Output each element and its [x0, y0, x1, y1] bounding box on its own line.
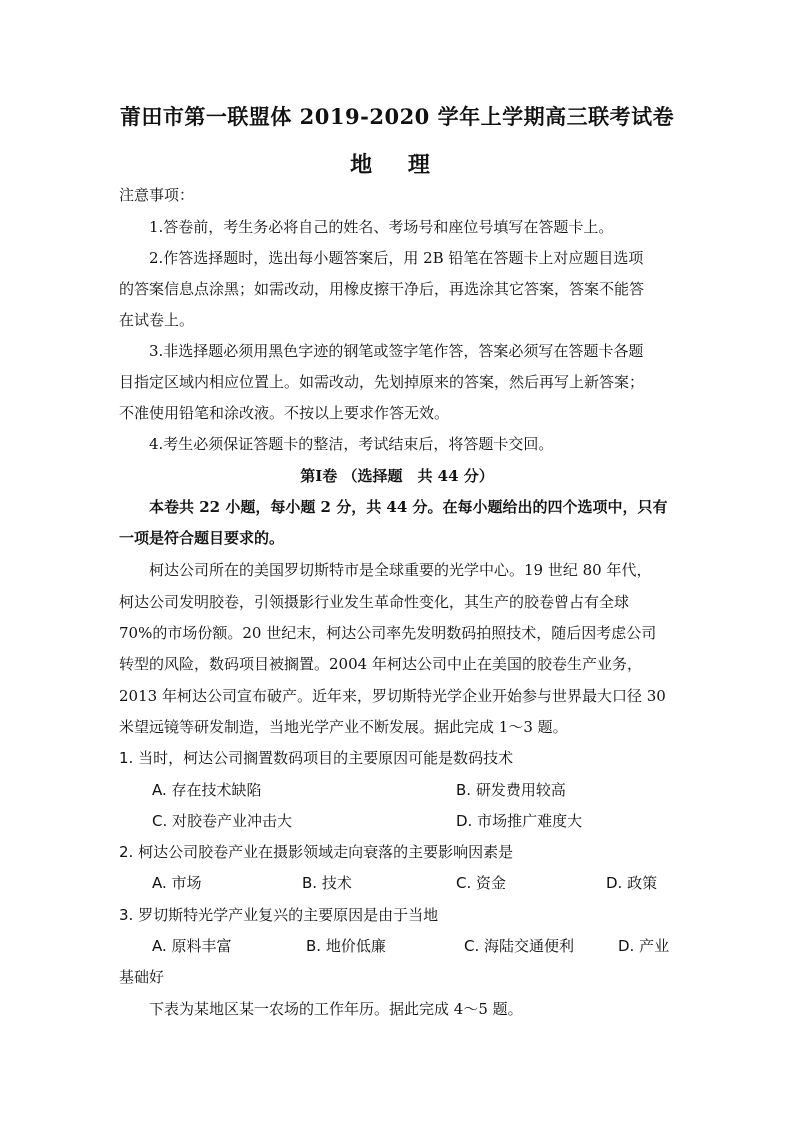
passage-line: 2013 年柯达公司宣布破产。近年来，罗切斯特光学企业开始参与世界最大口径 30: [119, 687, 666, 705]
passage-line: 70%的市场份额。20 世纪末，柯达公司率先发明数码拍照技术，随后因考虑公司: [119, 624, 657, 642]
notice-line: 2.作答选择题时，选出每小题答案后，用 2B 铅笔在答题卡上对应题目选项: [149, 249, 644, 267]
notice-line: 的答案信息点涂黑；如需改动，用橡皮擦干净后，再选涂其它答案，答案不能答: [119, 280, 645, 298]
option-d: D. 产业: [618, 937, 670, 955]
passage-line: 柯达公司发明胶卷，引领摄影行业发生革命性变化，其生产的胶卷曾占有全球: [119, 593, 630, 611]
question-stem: 1. 当时，柯达公司搁置数码项目的主要原因可能是数码技术: [119, 749, 514, 767]
notice-line: 不准使用铅笔和涂改液。不按以上要求作答无效。: [119, 404, 450, 422]
notice-line: 在试卷上。: [119, 311, 195, 329]
notice-line: 4.考生必须保证答题卡的整洁，考试结束后，将答题卡交回。: [149, 435, 554, 453]
question-stem: 3. 罗切斯特光学产业复兴的主要原因是由于当地: [119, 906, 439, 924]
notice-line: 目指定区域内相应位置上。如需改动，先划掉原来的答案，然后再写上新答案；: [119, 373, 645, 391]
option-c: C. 资金: [456, 874, 507, 892]
option-c: C. 海陆交通便利: [464, 937, 575, 955]
notice-heading: 注意事项：: [119, 186, 195, 204]
option-b: B. 地价低廉: [306, 937, 386, 955]
section-intro: 本卷共 22 小题，每小题 2 分，共 44 分。在每小题给出的四个选项中，只有: [149, 498, 668, 516]
option-a: A. 市场: [152, 874, 202, 892]
section-title: 第Ⅰ卷 （选择题 共 44 分）: [300, 467, 494, 485]
option-d-continued: 基础好: [119, 968, 165, 986]
option-c: C. 对胶卷产业冲击大: [152, 812, 293, 830]
notice-line: 1.答卷前，考生务必将自己的姓名、考场号和座位号填写在答题卡上。: [149, 218, 614, 236]
option-a: A. 存在技术缺陷: [152, 781, 262, 799]
option-d: D. 政策: [606, 874, 658, 892]
option-b: B. 技术: [302, 874, 352, 892]
section-intro: 一项是符合题目要求的。: [119, 529, 285, 547]
question-stem: 2. 柯达公司胶卷产业在摄影领域走向衰落的主要影响因素是: [119, 843, 514, 861]
passage-line: 下表为某地区某一农场的工作年历。据此完成 4～5 题。: [149, 1000, 523, 1018]
passage-line: 转型的风险，数码项目被搁置。2004 年柯达公司中止在美国的胶卷生产业务，: [119, 655, 642, 673]
option-a: A. 原料丰富: [152, 937, 232, 955]
option-b: B. 研发费用较高: [456, 781, 566, 799]
passage-line: 柯达公司所在的美国罗切斯特市是全球重要的光学中心。19 世纪 80 年代，: [149, 561, 652, 579]
notice-line: 3.非选择题必须用黑色字迹的钢笔或签字笔作答，答案必须写在答题卡各题: [149, 342, 644, 360]
exam-title: 莆田市第一联盟体 2019-2020 学年上学期高三联考试卷: [119, 104, 675, 129]
passage-line: 米望远镜等研发制造，当地光学产业不断发展。据此完成 1～3 题。: [119, 718, 568, 736]
option-d: D. 市场推广难度大: [456, 812, 583, 830]
subject-title: 地 理: [350, 152, 444, 178]
